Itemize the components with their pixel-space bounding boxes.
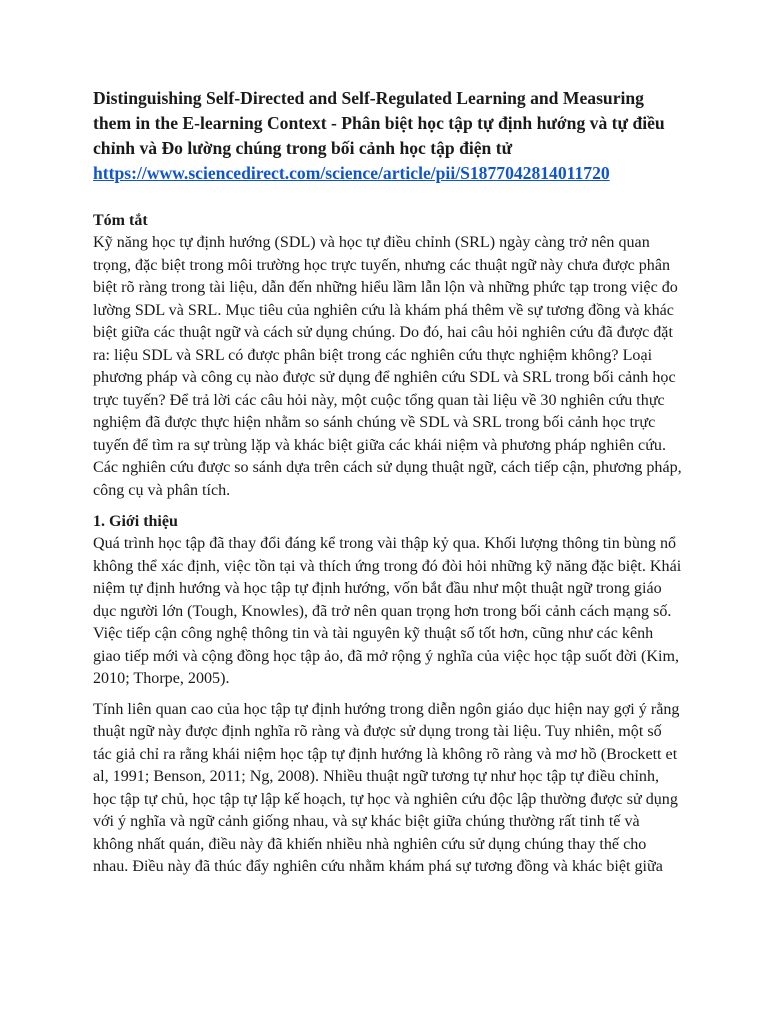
spacer [93,502,683,511]
article-link[interactable]: https://www.sciencedirect.com/science/article/pii/S1877042814011720 [93,163,610,183]
spacer [93,691,683,699]
intro-heading: 1. Giới thiệu [93,513,178,530]
abstract-heading: Tóm tắt [93,212,148,229]
document-title: Distinguishing Self-Directed and Self-Regulated Learning and Measuring them in the E-learning Context - Phân biệt học tập tự định hướng và tự điều chỉnh và Đo lường chúng trong bối cảnh học tập điện tử [93,88,665,158]
intro-paragraph: Tính liên quan cao của học tập tự định hướng trong diễn ngôn giáo dục hiện nay gợi ý rằng thuật ngữ này được định nghĩa rõ ràng và được sử dụng trong tài liệu. Tuy nhiên, một số tác giả chỉ ra rằng khái niệm học tập tự định hướng là không rõ ràng và mơ hồ (Brockett et al, 1991; Benson, 2011; Ng, 2008). Nhiều thuật ngữ tương tự như học tập tự điều chỉnh, học tập tự chủ, học tập tự lập kế hoạch, tự học và nghiên cứu độc lập thường được sử dụng với ý nghĩa và ngữ cảnh giống nhau, và sự khác biệt giữa chúng thường rất tinh tế và không nhất quán, điều này đã khiến nhiều nhà nghiên cứu sử dụng chúng thay thế cho nhau. Điều này đã thúc đẩy nghiên cứu nhằm khám phá sự tương đồng và khác biệt giữa [93,700,680,875]
abstract-text: Kỹ năng học tự định hướng (SDL) và học tự điều chỉnh (SRL) ngày càng trở nên quan trọng, đặc biệt trong môi trường học trực tuyến, nhưng các thuật ngữ này chưa được phân biệt rõ ràng trong tài liệu, dẫn đến những hiểu lầm lẫn lộn và những phức tạp trong việc đo lường SDL và SRL. Mục tiêu của nghiên cứu là khám phá thêm về sự tương đồng và khác biệt giữa các thuật ngữ và cách sử dụng chúng. Do đó, hai câu hỏi nghiên cứu đã được đặt ra: liệu SDL và SRL có được phân biệt trong các nghiên cứu thực nghiệm không? Loại phương pháp và công cụ nào được sử dụng để nghiên cứu SDL và SRL trong bối cảnh học trực tuyến? Để trả lời các câu hỏi này, một cuộc tổng quan tài liệu về 30 nghiên cứu thực nghiệm đã được thực hiện nhằm so sánh chúng về SDL và SRL trong bối cảnh học trực tuyến để tìm ra sự trùng lặp và khác biệt giữa các khái niệm và phương pháp nghiên cứu. Các nghiên cứu được so sánh dựa trên cách sử dụng thuật ngữ, cách tiếp cận, phương pháp, công cụ và phân tích. [93,234,682,499]
document-page [93,86,683,879]
intro-paragraph: Quá trình học tập đã thay đổi đáng kể trong vài thập kỷ qua. Khối lượng thông tin bùng nổ không thể xác định, việc tồn tại và thích ứng trong đó đòi hỏi những kỹ năng đặc biệt. Khái niệm tự định hướng và học tập tự định hướng, vốn bắt đầu như một thuật ngữ trong giáo dục người lớn (Tough, Knowles), đã trở nên quan trọng hơn trong bối cảnh cách mạng số. Việc tiếp cận công nghệ thông tin và tài nguyên kỹ thuật số tốt hơn, cũng như các kênh giao tiếp mới và cộng đồng học tập ảo, đã mở rộng ý nghĩa của việc học tập suốt đời (Kim, 2010; Thorpe, 2005). [93,535,682,687]
spacer [93,186,683,210]
